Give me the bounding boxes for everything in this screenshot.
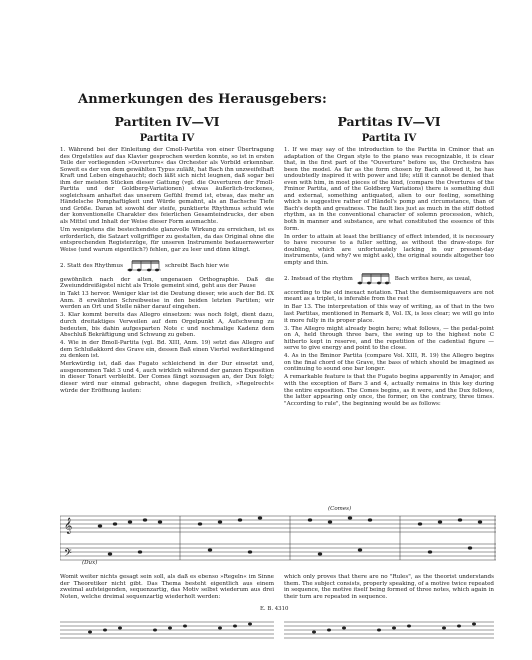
- left-bottom-text: Womit weiter nichts gesagt sein soll, als daß es ebenso »Regeln« im Sinne der Theoretiker nicht gibt. Das Thema besteht eigentlich aus einem zweimal aufsteigenden, sequenzartig, das Motiv selbst wiederum aus drei Noten, welche dreimal sequenzartig wiederholt werden:: [60, 574, 274, 600]
- svg-text:𝄞: 𝄞: [64, 518, 73, 534]
- english-column: [284, 114, 494, 409]
- dotted-rhythm-icon: [125, 259, 163, 273]
- left-remark-1b: Um wenigstens die bestechendste glanzvolle Wirkung zu erreichen, ist es erforderlich, die Satzart vollgriffiger zu gestalten, da das Original ohne die entsprechenden Registerzüge, für unseren Instrumente bedauernswerter Weise (und warum eigentlich?) fehlen, gar zu leer und dünn klingt.: [60, 227, 274, 253]
- dotted-rhythm-icon: [355, 272, 393, 286]
- left-remark-4: 4. Wie in der Bmoll-Partita (vgl. Bd. XIII, Anm. 19) setzt das Allegro auf dem Schlußakkord des Grave ein, dessen Baß einen Viertel weiterklingend zu denken ist.: [60, 340, 274, 360]
- left-motive-staff: [60, 616, 274, 650]
- right-remark-4: 4. As in the Bminor Partita (compare Vol. XIII, R. 19) the Allegro begins on the final chord of the Grave, the bass of which should be imagined as continuing to sound one bar longer.: [284, 353, 494, 373]
- left-remark-2-cont: in Takt 13 hervor. Weniger klar ist die Deutung dieser, wie auch der Bd. IX Anm. 8 erwähnten Schreibweise in den beiden letzten Partiten; wir werden an Ort und Stelle näher darauf eingehen.: [60, 291, 274, 311]
- right-remark-2-start: 2. Instead of the rhythm: [284, 275, 353, 282]
- dux-label: (Dux): [82, 560, 98, 566]
- left-remark-5: Merkwürdig ist, daß das Fugato schleichend in der Dur einsetzt und, ausgenommen Takt 3 und 4, auch wirklich während der ganzen Exposition in dieser Tonart verbleibt. Der Comes fängt sozusagen an, der Dux folgt; dieser wird nur einmal gebracht, ohne dagegen freilich, »Regelrecht« würde der Eröffnung lauten:: [60, 361, 274, 394]
- left-remark-3: 3. Klar kommt bereits das Allegro einsetzen: was noch folgt, dient dazu, durch dreitaktiges Verweilen auf dem Orgelpunkt A, Aufschwung zu bedeuten, bis dahin aufgesparten Note c und nochmalige Kadenz dem Abschluß Bekräftigung und Schwung zu geben.: [60, 312, 274, 339]
- music-example-staff: [60, 508, 496, 568]
- left-remark-2-start: 2. Statt des Rhythmus: [60, 262, 123, 269]
- german-column: [60, 114, 274, 396]
- left-remark-2-mid: schreibt Bach hier wie: [164, 262, 229, 269]
- right-remark-2: according to the old inexact notation. That the demisemiquavers are not meant as a triplet, is inferable from the rest: [284, 289, 494, 303]
- right-remark-1: 1. If we may say of the introduction to the Partita in Cminor that an adaptation of the Organ style to the piano was recognizable, it is clear that, in the first part of the "Ouverture" before us, the Orchestra has been the model. As far as the form chosen by Bach allowed it, he has undoubtedly inspired it with power and life; still it cannot be denied that even with him, in most pieces of the kind, (compare the Overtures of the Fminor Partita, and of the Goldberg Variations) there is something dull and external, something antiquated, alien to our feeling, something which is suggestive rather of Händel's pomp and circumstance, than of Bach's depth and greatness. The fault lies just as much in the stiff dotted rhythm, as in the conventional character of solemn procession, which, both in manner and substance, are what constituted the essence of this form.: [284, 147, 494, 232]
- svg-text:𝄢: 𝄢: [64, 547, 72, 561]
- comes-label: (Comes): [328, 506, 352, 512]
- left-section-title: Partiten IV—VI: [114, 114, 220, 129]
- left-remark-1: 1. Während bei der Einleitung der Cmoll-Partita von einer Übertragung des Orgelstiles auf das Klavier gesprochen werden konnte, so ist in ersten Teile der vorliegenden »Ouverture« das Orchester als Vorbild erkennbar. Soweit es der von dem gewählten Typus zuläßt, hat Bach ihn unzweifelhaft Kraft und Leben eingehaucht; doch läßt sich nicht leugnen, daß sogar bei ihm der meisten Stücken dieser Gattung (vgl. die Ouverturen der Fmoll-Partita und der Goldberg-Variationen) etwas äußerlich-trockenes, sogleichsam anhaftet das unserem Gefühl fremd ist, etwas, das mehr an Händelsche Pomphaftigkeit und Würde gemahnt, als an Bachsche Tiefe und Größe. Daran ist sowohl der steife, punktierte Rhythmus schuld wie der konventionelle Charakter des feierlichen Gesamteindrucks, der eben als Mittel und Inhalt der Weise dieser Form ausmachte.: [60, 147, 274, 226]
- right-remark-1b: In order to attain at least the brilliancy of effect intended, it is necessary to have recourse to a fuller setting, as without the draw-stops for doubling, which are unfortunately lacking in our present-day instruments, (and why? we might ask), the original sounds altogether too empty and thin.: [284, 233, 494, 266]
- page-title: Anmerkungen des Herausgebers:: [78, 92, 327, 107]
- right-section-subtitle: Partita IV: [361, 133, 417, 144]
- right-remark-2-mid: Bach writes here, as usual,: [394, 275, 472, 282]
- left-section-subtitle: Partita IV: [139, 133, 195, 144]
- right-motive-staff: [284, 616, 494, 650]
- right-rhythm-row: [284, 268, 494, 290]
- right-remark-3: 3. The Allegro might already begin here; what follows, — the pedal-point on A, held through three bars, the swing up to the highest note C hitherto kept in reserve, and the repetition of the cadential figure — serve to give energy and point to the close.: [284, 325, 494, 352]
- left-remark-2: gewöhnlich nach der alten, ungenauen Orthographie. Daß die Zweiunddreißigstel nicht als Triole gemeint sind, geht aus der Pause: [60, 276, 274, 290]
- right-section-title: Partitas IV—VI: [337, 114, 441, 129]
- right-remark-2-cont: in Bar 13. The interpretation of this way of writing, as of that in the two last Partitas, mentioned in Remark 8, Vol. IX, is less clear; we will go into it more fully in its proper place.: [284, 304, 494, 324]
- catalog-number: E. B. 4310: [260, 606, 289, 612]
- right-remark-5: A remarkable feature is that the Fugato begins apparently in Amajor, and with the exception of Bars 3 and 4, actually remains in this key during the entire exposition. The Comes begins, as it were, and the Dux follows, the latter appearing only once, the former, on the contrary, three times. "According to rule", the beginning would be as follows:: [284, 374, 494, 407]
- left-rhythm-row: [60, 255, 274, 277]
- right-bottom-text: which only proves that there are no "Rules", as the theorist understands them. The subject consists, properly speaking, of a motive twice repeated in sequence, the motive itself being formed of three notes, which again in their turn are repeated in sequence.: [284, 574, 494, 600]
